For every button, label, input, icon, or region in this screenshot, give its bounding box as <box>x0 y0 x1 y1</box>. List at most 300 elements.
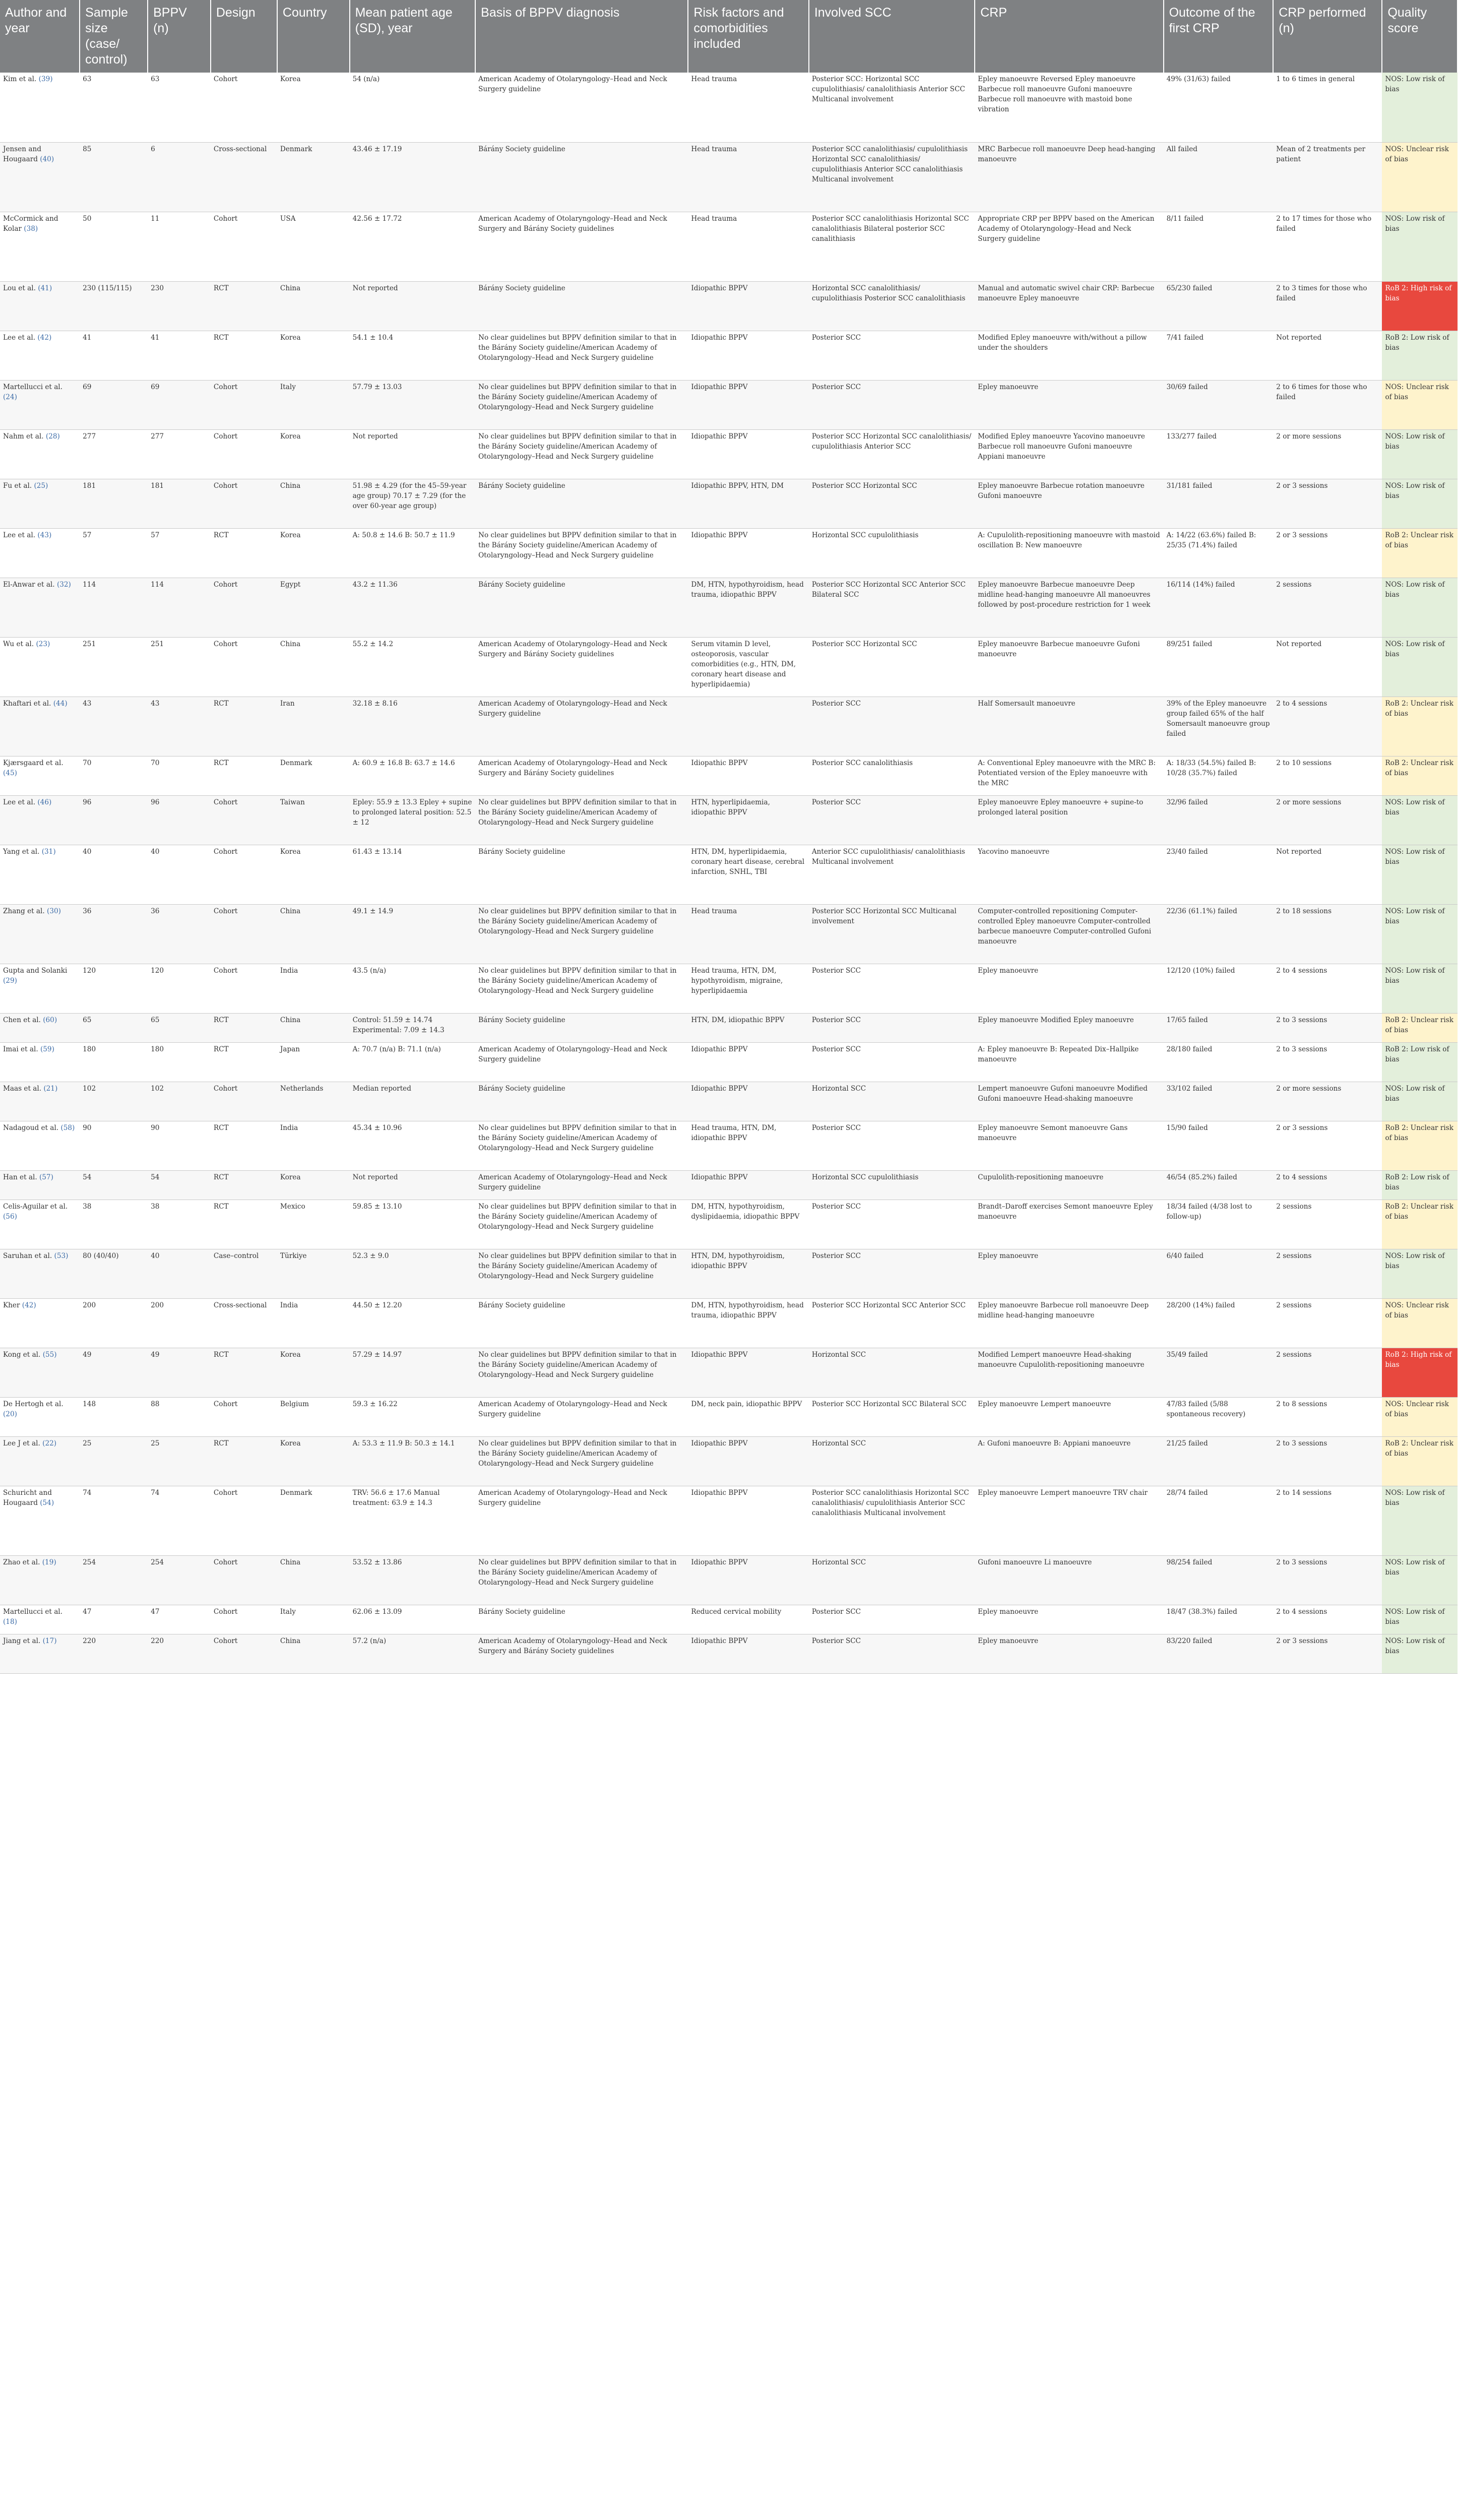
crp-performed-cell: 2 to 3 sessions <box>1273 1555 1382 1605</box>
risk-factors-cell: HTN, DM, hyperlipidaemia, coronary heart disease, cerebral infarction, SNHL, TBI <box>688 845 808 904</box>
reference-link[interactable]: (42) <box>37 333 52 342</box>
table-row <box>0 1170 1457 1200</box>
diagnosis-basis-cell: American Academy of Otolaryngology–Head and Neck Surgery and Bárány Society guidelines <box>475 1634 688 1673</box>
header-sample-size: Sample size (case/ control) <box>80 0 148 73</box>
author-name: Saruhan et al. <box>3 1251 52 1260</box>
crp-cell: Epley manoeuvre Lempert manoeuvre <box>975 1397 1163 1436</box>
age-cell: 42.56 ± 17.72 <box>350 212 476 281</box>
table-body <box>0 73 1457 1673</box>
bppv-cell: 220 <box>148 1634 211 1673</box>
crp-performed-cell: Not reported <box>1273 845 1382 904</box>
crp-cell: A: Cupulolith-repositioning manoeuvre with mastoid oscillation B: New manoeuvre <box>975 528 1163 578</box>
country-cell: Belgium <box>277 1397 350 1436</box>
country-cell: China <box>277 479 350 528</box>
header-quality-score: Quality score <box>1382 0 1457 73</box>
crp-performed-cell: 2 to 8 sessions <box>1273 1397 1382 1436</box>
risk-factors-cell: Idiopathic BPPV <box>688 1486 808 1555</box>
country-cell: Denmark <box>277 142 350 212</box>
author-name: Zhang et al. <box>3 907 45 915</box>
involved-scc-cell: Posterior SCC Horizontal SCC Anterior SCC <box>809 1298 975 1348</box>
crp-cell: Modified Epley manoeuvre with/without a pillow under the shoulders <box>975 331 1163 380</box>
outcome-cell: A: 18/33 (54.5%) failed B: 10/28 (35.7%) failed <box>1164 756 1274 795</box>
reference-link[interactable]: (29) <box>3 976 17 985</box>
involved-scc-cell: Horizontal SCC <box>809 1555 975 1605</box>
involved-scc-cell: Posterior SCC Horizontal SCC canalolithiasis/ cupulolithiasis Anterior SCC <box>809 429 975 479</box>
design-cell: Cohort <box>211 964 277 1013</box>
crp-cell: Epley manoeuvre Lempert manoeuvre TRV chair <box>975 1486 1163 1555</box>
crp-cell: A: Conventional Epley manoeuvre with the MRC B: Potentiated version of the Epley manoeuvre with the MRC <box>975 756 1163 795</box>
author-name: Zhao et al. <box>3 1558 40 1566</box>
table-row <box>0 1348 1457 1397</box>
outcome-cell: All failed <box>1164 142 1274 212</box>
risk-factors-cell: Idiopathic BPPV <box>688 331 808 380</box>
diagnosis-basis-cell: No clear guidelines but BPPV definition similar to that in the Bárány Society guideline/American Academy of Otolaryngology–Head and Neck Surgery guideline <box>475 1249 688 1298</box>
involved-scc-cell: Posterior SCC <box>809 1249 975 1298</box>
design-cell: Cohort <box>211 212 277 281</box>
design-cell: RCT <box>211 1013 277 1042</box>
sample-size-cell: 74 <box>80 1486 148 1555</box>
reference-link[interactable]: (44) <box>53 699 68 708</box>
involved-scc-cell: Posterior SCC <box>809 1605 975 1634</box>
author-cell <box>0 756 80 795</box>
reference-link[interactable]: (53) <box>54 1251 69 1260</box>
author-name: Lee J et al. <box>3 1439 40 1447</box>
involved-scc-cell: Posterior SCC Horizontal SCC <box>809 637 975 697</box>
table-row <box>0 756 1457 795</box>
bppv-cell: 63 <box>148 73 211 142</box>
reference-link[interactable]: (55) <box>42 1350 57 1359</box>
sample-size-cell: 49 <box>80 1348 148 1397</box>
header-design: Design <box>211 0 277 73</box>
quality-score-cell: NOS: Low risk of bias <box>1382 429 1457 479</box>
diagnosis-basis-cell: Bárány Society guideline <box>475 142 688 212</box>
table-row <box>0 1013 1457 1042</box>
sample-size-cell: 69 <box>80 380 148 429</box>
table-row <box>0 1200 1457 1249</box>
outcome-cell: A: 14/22 (63.6%) failed B: 25/35 (71.4%) failed <box>1164 528 1274 578</box>
reference-link[interactable]: (45) <box>3 769 17 777</box>
design-cell: RCT <box>211 331 277 380</box>
country-cell: Japan <box>277 1042 350 1082</box>
design-cell: RCT <box>211 1170 277 1200</box>
table-row <box>0 1082 1457 1121</box>
age-cell: 32.18 ± 8.16 <box>350 697 476 756</box>
outcome-cell: 39% of the Epley manoeuvre group failed 65% of the half Somersault manoeuvre group failed <box>1164 697 1274 756</box>
reference-link[interactable]: (25) <box>34 481 48 490</box>
crp-cell: Epley manoeuvre Semont manoeuvre Gans manoeuvre <box>975 1121 1163 1170</box>
country-cell: Korea <box>277 845 350 904</box>
risk-factors-cell: Reduced cervical mobility <box>688 1605 808 1634</box>
sample-size-cell: 251 <box>80 637 148 697</box>
diagnosis-basis-cell: No clear guidelines but BPPV definition similar to that in the Bárány Society guideline/American Academy of Otolaryngology–Head and Neck Surgery guideline <box>475 904 688 964</box>
quality-score-cell: RoB 2: Unclear risk of bias <box>1382 756 1457 795</box>
diagnosis-basis-cell: No clear guidelines but BPPV definition similar to that in the Bárány Society guideline/American Academy of Otolaryngology–Head and Neck Surgery guideline <box>475 964 688 1013</box>
diagnosis-basis-cell: No clear guidelines but BPPV definition similar to that in the Bárány Society guideline/American Academy of Otolaryngology–Head and Neck Surgery guideline <box>475 429 688 479</box>
sample-size-cell: 63 <box>80 73 148 142</box>
reference-link[interactable]: (43) <box>37 531 52 539</box>
design-cell: Cohort <box>211 380 277 429</box>
author-name: Celis-Aguilar et al. <box>3 1202 68 1211</box>
reference-link[interactable]: (60) <box>43 1016 57 1024</box>
risk-factors-cell: DM, HTN, hypothyroidism, head trauma, idiopathic BPPV <box>688 1298 808 1348</box>
diagnosis-basis-cell: No clear guidelines but BPPV definition similar to that in the Bárány Society guideline/American Academy of Otolaryngology–Head and Neck Surgery guideline <box>475 795 688 845</box>
country-cell: India <box>277 1298 350 1348</box>
crp-performed-cell: 2 to 3 times for those who failed <box>1273 281 1382 331</box>
table-row <box>0 637 1457 697</box>
country-cell: China <box>277 1555 350 1605</box>
reference-link[interactable]: (58) <box>60 1123 75 1132</box>
risk-factors-cell: Idiopathic BPPV <box>688 1436 808 1486</box>
author-name: Khaftari et al. <box>3 699 51 708</box>
author-cell <box>0 1298 80 1348</box>
age-cell: 54.1 ± 10.4 <box>350 331 476 380</box>
crp-performed-cell: 2 to 3 sessions <box>1273 1436 1382 1486</box>
age-cell: 45.34 ± 10.96 <box>350 1121 476 1170</box>
reference-link[interactable]: (20) <box>3 1410 17 1418</box>
diagnosis-basis-cell: Bárány Society guideline <box>475 1082 688 1121</box>
crp-performed-cell: 2 or 3 sessions <box>1273 1121 1382 1170</box>
reference-link[interactable]: (30) <box>47 907 61 915</box>
sample-size-cell: 181 <box>80 479 148 528</box>
country-cell: India <box>277 964 350 1013</box>
author-cell <box>0 1486 80 1555</box>
outcome-cell: 28/74 failed <box>1164 1486 1274 1555</box>
table-row <box>0 73 1457 142</box>
author-name: Fu et al. <box>3 481 32 490</box>
age-cell: TRV: 56.6 ± 17.6 Manual treatment: 63.9 ± 14.3 <box>350 1486 476 1555</box>
diagnosis-basis-cell: American Academy of Otolaryngology–Head and Neck Surgery guideline <box>475 1042 688 1082</box>
author-name: Lee et al. <box>3 798 36 806</box>
crp-performed-cell: 2 to 10 sessions <box>1273 756 1382 795</box>
reference-link[interactable]: (17) <box>42 1636 57 1645</box>
crp-performed-cell: 2 to 18 sessions <box>1273 904 1382 964</box>
outcome-cell: 18/34 failed (4/38 lost to follow-up) <box>1164 1200 1274 1249</box>
reference-link[interactable]: (46) <box>37 798 52 806</box>
bppv-cell: 102 <box>148 1082 211 1121</box>
table-row <box>0 1397 1457 1436</box>
age-cell: Control: 51.59 ± 14.74 Experimental: 7.09 ± 14.3 <box>350 1013 476 1042</box>
quality-score-cell: RoB 2: Unclear risk of bias <box>1382 697 1457 756</box>
sample-size-cell: 47 <box>80 1605 148 1634</box>
bppv-cell: 251 <box>148 637 211 697</box>
risk-factors-cell: Serum vitamin D level, osteoporosis, vascular comorbidities (e.g., HTN, DM, coronary heart disease and hyperlipidaemia) <box>688 637 808 697</box>
crp-cell: MRC Barbecue roll manoeuvre Deep head-hanging manoeuvre <box>975 142 1163 212</box>
outcome-cell: 30/69 failed <box>1164 380 1274 429</box>
age-cell: 57.79 ± 13.03 <box>350 380 476 429</box>
sample-size-cell: 50 <box>80 212 148 281</box>
sample-size-cell: 40 <box>80 845 148 904</box>
outcome-cell: 15/90 failed <box>1164 1121 1274 1170</box>
table-row <box>0 429 1457 479</box>
reference-link[interactable]: (59) <box>40 1045 54 1053</box>
table-row <box>0 904 1457 964</box>
sample-size-cell: 114 <box>80 578 148 637</box>
quality-score-cell: NOS: Low risk of bias <box>1382 1555 1457 1605</box>
reference-link[interactable]: (42) <box>22 1301 36 1309</box>
bppv-cell: 114 <box>148 578 211 637</box>
diagnosis-basis-cell: No clear guidelines but BPPV definition similar to that in the Bárány Society guideline/American Academy of Otolaryngology–Head and Neck Surgery guideline <box>475 1348 688 1397</box>
country-cell: China <box>277 637 350 697</box>
quality-score-cell: NOS: Low risk of bias <box>1382 1249 1457 1298</box>
age-cell: 59.3 ± 16.22 <box>350 1397 476 1436</box>
crp-performed-cell: 2 sessions <box>1273 1298 1382 1348</box>
quality-score-cell: RoB 2: Unclear risk of bias <box>1382 1200 1457 1249</box>
bppv-cell: 120 <box>148 964 211 1013</box>
quality-score-cell: RoB 2: Low risk of bias <box>1382 1170 1457 1200</box>
risk-factors-cell: Head trauma, HTN, DM, hypothyroidism, migraine, hyperlipidaemia <box>688 964 808 1013</box>
author-cell <box>0 73 80 142</box>
bppv-cell: 88 <box>148 1397 211 1436</box>
outcome-cell: 12/120 (10%) failed <box>1164 964 1274 1013</box>
table-row <box>0 1555 1457 1605</box>
diagnosis-basis-cell: American Academy of Otolaryngology–Head and Neck Surgery and Bárány Society guidelines <box>475 637 688 697</box>
quality-score-cell: RoB 2: Unclear risk of bias <box>1382 1436 1457 1486</box>
risk-factors-cell: HTN, DM, hypothyroidism, idiopathic BPPV <box>688 1249 808 1298</box>
author-name: El-Anwar et al. <box>3 580 55 589</box>
age-cell: A: 50.8 ± 14.6 B: 50.7 ± 11.9 <box>350 528 476 578</box>
bppv-cell: 70 <box>148 756 211 795</box>
design-cell: Case–control <box>211 1249 277 1298</box>
diagnosis-basis-cell: Bárány Society guideline <box>475 845 688 904</box>
age-cell: A: 60.9 ± 16.8 B: 63.7 ± 14.6 <box>350 756 476 795</box>
outcome-cell: 8/11 failed <box>1164 212 1274 281</box>
table-row <box>0 281 1457 331</box>
age-cell: 53.52 ± 13.86 <box>350 1555 476 1605</box>
author-cell <box>0 1605 80 1634</box>
diagnosis-basis-cell: No clear guidelines but BPPV definition similar to that in the Bárány Society guideline/American Academy of Otolaryngology–Head and Neck Surgery guideline <box>475 1200 688 1249</box>
reference-link[interactable]: (24) <box>3 393 17 401</box>
sample-size-cell: 36 <box>80 904 148 964</box>
table-row <box>0 1436 1457 1486</box>
age-cell: Epley: 55.9 ± 13.3 Epley + supine to prolonged lateral position: 52.5 ± 12 <box>350 795 476 845</box>
outcome-cell: 28/180 failed <box>1164 1042 1274 1082</box>
header-country: Country <box>277 0 350 73</box>
crp-performed-cell: 2 or more sessions <box>1273 795 1382 845</box>
design-cell: Cohort <box>211 429 277 479</box>
involved-scc-cell: Posterior SCC Horizontal SCC <box>809 479 975 528</box>
reference-link[interactable]: (38) <box>24 224 38 233</box>
age-cell: 43.46 ± 17.19 <box>350 142 476 212</box>
age-cell: 44.50 ± 12.20 <box>350 1298 476 1348</box>
outcome-cell: 31/181 failed <box>1164 479 1274 528</box>
risk-factors-cell: Idiopathic BPPV <box>688 380 808 429</box>
table-row <box>0 964 1457 1013</box>
involved-scc-cell: Posterior SCC canalolithiasis Horizontal SCC canalolithiasis Bilateral posterior SCC canalithiasis <box>809 212 975 281</box>
outcome-cell: 6/40 failed <box>1164 1249 1274 1298</box>
header-age: Mean patient age (SD), year <box>350 0 476 73</box>
crp-performed-cell: 2 to 6 times for those who failed <box>1273 380 1382 429</box>
age-cell: 57.2 (n/a) <box>350 1634 476 1673</box>
age-cell: 55.2 ± 14.2 <box>350 637 476 697</box>
bppv-cell: 40 <box>148 1249 211 1298</box>
outcome-cell: 16/114 (14%) failed <box>1164 578 1274 637</box>
risk-factors-cell: Idiopathic BPPV, HTN, DM <box>688 479 808 528</box>
involved-scc-cell: Posterior SCC: Horizontal SCC cupulolithiasis/ canalolithiasis Anterior SCC Multicanal involvement <box>809 73 975 142</box>
risk-factors-cell: Idiopathic BPPV <box>688 1634 808 1673</box>
country-cell: China <box>277 1634 350 1673</box>
author-cell <box>0 1170 80 1200</box>
crp-cell: Epley manoeuvre <box>975 1249 1163 1298</box>
author-name: Martellucci et al. <box>3 1607 62 1616</box>
age-cell: Median reported <box>350 1082 476 1121</box>
country-cell: Korea <box>277 331 350 380</box>
author-name: Kong et al. <box>3 1350 41 1359</box>
crp-cell: Manual and automatic swivel chair CRP: Barbecue manoeuvre Epley manoeuvre <box>975 281 1163 331</box>
reference-link[interactable]: (18) <box>3 1617 17 1626</box>
country-cell: USA <box>277 212 350 281</box>
design-cell: Cross-sectional <box>211 1298 277 1348</box>
author-cell <box>0 331 80 380</box>
sample-size-cell: 277 <box>80 429 148 479</box>
quality-score-cell: NOS: Low risk of bias <box>1382 1605 1457 1634</box>
sample-size-cell: 57 <box>80 528 148 578</box>
sample-size-cell: 102 <box>80 1082 148 1121</box>
outcome-cell: 49% (31/63) failed <box>1164 73 1274 142</box>
author-cell <box>0 578 80 637</box>
quality-score-cell: NOS: Low risk of bias <box>1382 845 1457 904</box>
diagnosis-basis-cell: Bárány Society guideline <box>475 1013 688 1042</box>
quality-score-cell: RoB 2: Low risk of bias <box>1382 331 1457 380</box>
risk-factors-cell: Head trauma <box>688 904 808 964</box>
design-cell: RCT <box>211 756 277 795</box>
outcome-cell: 7/41 failed <box>1164 331 1274 380</box>
diagnosis-basis-cell: American Academy of Otolaryngology–Head and Neck Surgery guideline <box>475 1486 688 1555</box>
reference-link[interactable]: (28) <box>45 432 60 440</box>
crp-performed-cell: 2 or 3 sessions <box>1273 1634 1382 1673</box>
bppv-cell: 38 <box>148 1200 211 1249</box>
design-cell: Cohort <box>211 637 277 697</box>
author-name: Kim et al. <box>3 75 37 83</box>
reference-link[interactable]: (31) <box>41 847 56 856</box>
reference-link[interactable]: (57) <box>39 1173 53 1181</box>
author-cell <box>0 1397 80 1436</box>
involved-scc-cell: Posterior SCC Horizontal SCC Multicanal involvement <box>809 904 975 964</box>
country-cell: India <box>277 1121 350 1170</box>
crp-performed-cell: 2 sessions <box>1273 1200 1382 1249</box>
sample-size-cell: 70 <box>80 756 148 795</box>
reference-link[interactable]: (41) <box>38 284 52 292</box>
reference-link[interactable]: (21) <box>43 1084 58 1093</box>
diagnosis-basis-cell: Bárány Society guideline <box>475 1298 688 1348</box>
diagnosis-basis-cell: No clear guidelines but BPPV definition similar to that in the Bárány Society guideline/American Academy of Otolaryngology–Head and Neck Surgery guideline <box>475 528 688 578</box>
reference-link[interactable]: (23) <box>36 640 50 648</box>
header-author: Author and year <box>0 0 80 73</box>
bppv-cell: 96 <box>148 795 211 845</box>
crp-performed-cell: 2 sessions <box>1273 1249 1382 1298</box>
diagnosis-basis-cell: American Academy of Otolaryngology–Head and Neck Surgery and Bárány Society guidelines <box>475 756 688 795</box>
country-cell: Korea <box>277 528 350 578</box>
author-cell <box>0 281 80 331</box>
country-cell: China <box>277 904 350 964</box>
reference-link[interactable]: (54) <box>40 1498 54 1507</box>
sample-size-cell: 65 <box>80 1013 148 1042</box>
involved-scc-cell: Horizontal SCC <box>809 1082 975 1121</box>
risk-factors-cell: Head trauma <box>688 212 808 281</box>
author-name: Lee et al. <box>3 333 36 342</box>
header-risk-factors: Risk factors and comorbidities included <box>688 0 808 73</box>
diagnosis-basis-cell: American Academy of Otolaryngology–Head and Neck Surgery guideline <box>475 1170 688 1200</box>
author-cell <box>0 1082 80 1121</box>
author-cell <box>0 528 80 578</box>
reference-link[interactable]: (56) <box>3 1212 17 1221</box>
crp-cell: Computer-controlled repositioning Computer-controlled Epley manoeuvre Computer-controlled barbecue manoeuvre Computer-controlled Gufoni manoeuvre <box>975 904 1163 964</box>
sample-size-cell: 38 <box>80 1200 148 1249</box>
table-row <box>0 1249 1457 1298</box>
country-cell: Korea <box>277 1436 350 1486</box>
table-row <box>0 479 1457 528</box>
quality-score-cell: NOS: Low risk of bias <box>1382 637 1457 697</box>
design-cell: RCT <box>211 281 277 331</box>
bppv-cell: 47 <box>148 1605 211 1634</box>
age-cell: 57.29 ± 14.97 <box>350 1348 476 1397</box>
sample-size-cell: 54 <box>80 1170 148 1200</box>
outcome-cell: 46/54 (85.2%) failed <box>1164 1170 1274 1200</box>
sample-size-cell: 254 <box>80 1555 148 1605</box>
age-cell: 43.2 ± 11.36 <box>350 578 476 637</box>
outcome-cell: 47/83 failed (5/88 spontaneous recovery) <box>1164 1397 1274 1436</box>
age-cell: 52.3 ± 9.0 <box>350 1249 476 1298</box>
author-name: McCormick and Kolar <box>3 214 58 233</box>
age-cell: A: 70.7 (n/a) B: 71.1 (n/a) <box>350 1042 476 1082</box>
risk-factors-cell: Idiopathic BPPV <box>688 1348 808 1397</box>
diagnosis-basis-cell: No clear guidelines but BPPV definition similar to that in the Bárány Society guideline/American Academy of Otolaryngology–Head and Neck Surgery guideline <box>475 1121 688 1170</box>
author-cell <box>0 964 80 1013</box>
table-row <box>0 1605 1457 1634</box>
reference-link[interactable]: (22) <box>42 1439 57 1447</box>
country-cell: Korea <box>277 73 350 142</box>
risk-factors-cell: Idiopathic BPPV <box>688 528 808 578</box>
country-cell: Denmark <box>277 1486 350 1555</box>
diagnosis-basis-cell: American Academy of Otolaryngology–Head and Neck Surgery and Bárány Society guidelines <box>475 212 688 281</box>
quality-score-cell: NOS: Low risk of bias <box>1382 73 1457 142</box>
bppv-cell: 74 <box>148 1486 211 1555</box>
quality-score-cell: RoB 2: High risk of bias <box>1382 1348 1457 1397</box>
reference-link[interactable]: (19) <box>42 1558 56 1566</box>
involved-scc-cell: Posterior SCC canalolithiasis Horizontal SCC canalolithiasis/ cupulolithiasis Anterior SCC canalolithiasis Multicanal involvement <box>809 1486 975 1555</box>
risk-factors-cell: HTN, hyperlipidaemia, idiopathic BPPV <box>688 795 808 845</box>
table-row <box>0 578 1457 637</box>
involved-scc-cell: Posterior SCC canalolithiasis/ cupulolithiasis Horizontal SCC canalolithiasis/ cupulolithiasis Anterior SCC canalolithiasis Multicanal involvement <box>809 142 975 212</box>
crp-performed-cell: Not reported <box>1273 637 1382 697</box>
sample-size-cell: 96 <box>80 795 148 845</box>
quality-score-cell: NOS: Low risk of bias <box>1382 212 1457 281</box>
diagnosis-basis-cell: Bárány Society guideline <box>475 281 688 331</box>
author-name: Nahm et al. <box>3 432 44 440</box>
reference-link[interactable]: (32) <box>56 580 71 589</box>
outcome-cell: 21/25 failed <box>1164 1436 1274 1486</box>
involved-scc-cell: Posterior SCC <box>809 331 975 380</box>
quality-score-cell: NOS: Low risk of bias <box>1382 795 1457 845</box>
sample-size-cell: 90 <box>80 1121 148 1170</box>
quality-score-cell: NOS: Unclear risk of bias <box>1382 142 1457 212</box>
crp-cell: Appropriate CRP per BPPV based on the American Academy of Otolaryngology–Head and Neck Surgery guideline <box>975 212 1163 281</box>
reference-link[interactable]: (40) <box>40 155 54 163</box>
reference-link[interactable]: (39) <box>38 75 53 83</box>
outcome-cell: 22/36 (61.1%) failed <box>1164 904 1274 964</box>
table-row <box>0 1042 1457 1082</box>
quality-score-cell: RoB 2: Unclear risk of bias <box>1382 528 1457 578</box>
diagnosis-basis-cell: Bárány Society guideline <box>475 1605 688 1634</box>
country-cell: Mexico <box>277 1200 350 1249</box>
author-cell <box>0 1013 80 1042</box>
design-cell: Cohort <box>211 1605 277 1634</box>
risk-factors-cell: Idiopathic BPPV <box>688 756 808 795</box>
outcome-cell: 23/40 failed <box>1164 845 1274 904</box>
involved-scc-cell: Posterior SCC <box>809 697 975 756</box>
author-name: De Hertogh et al. <box>3 1400 64 1408</box>
country-cell: Korea <box>277 429 350 479</box>
design-cell: RCT <box>211 697 277 756</box>
